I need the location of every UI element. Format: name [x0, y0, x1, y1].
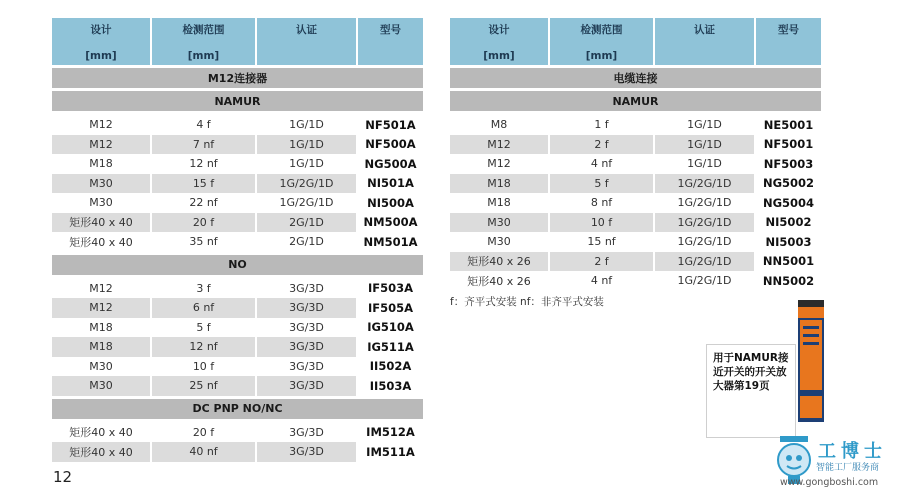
model-cell: II502A	[358, 357, 423, 377]
group-title: NAMUR	[52, 91, 423, 111]
switch-amplifier-device-image	[796, 300, 826, 425]
column-unit: [mm]	[85, 50, 117, 62]
certification-cell: 1G/2G/1D	[257, 174, 356, 194]
design-cell: M18	[450, 193, 548, 213]
range-cell: 4 nf	[550, 271, 653, 291]
column-title: 认证	[694, 24, 715, 36]
design-cell: M8	[450, 115, 548, 135]
certification-cell: 1G/2G/1D	[655, 232, 754, 252]
design-cell: M30	[52, 357, 150, 377]
design-cell: 矩形40 x 40	[52, 213, 150, 233]
table-row	[52, 193, 423, 213]
column-header	[756, 18, 821, 65]
table-row	[52, 115, 423, 135]
certification-cell: 1G/2G/1D	[655, 213, 754, 233]
range-cell: 5 f	[550, 174, 653, 194]
page-number: 12	[53, 468, 73, 486]
model-cell: NN5001	[756, 252, 821, 272]
model-cell: NM501A	[358, 232, 423, 252]
model-cell: NI5003	[756, 232, 821, 252]
table-row	[52, 337, 423, 357]
design-cell: 矩形40 x 26	[450, 271, 548, 291]
range-cell: 22 nf	[152, 193, 255, 213]
column-unit: [mm]	[483, 50, 515, 62]
table-row	[52, 423, 423, 443]
table-row	[52, 213, 423, 233]
table-row	[450, 213, 821, 233]
group-rows	[52, 423, 423, 462]
certification-cell: 1G/1D	[655, 115, 754, 135]
range-cell: 12 nf	[152, 154, 255, 174]
model-cell: IM512A	[358, 423, 423, 443]
design-cell: 矩形40 x 40	[52, 442, 150, 462]
certification-cell: 1G/1D	[257, 135, 356, 155]
design-cell: M18	[52, 154, 150, 174]
range-cell: 10 f	[152, 357, 255, 377]
range-cell: 4 f	[152, 115, 255, 135]
model-cell: NG5004	[756, 193, 821, 213]
table-row	[450, 193, 821, 213]
range-cell: 12 nf	[152, 337, 255, 357]
model-cell: NF5001	[756, 135, 821, 155]
column-header	[152, 18, 255, 65]
table-row	[450, 174, 821, 194]
design-cell: M30	[52, 193, 150, 213]
model-cell: II503A	[358, 376, 423, 396]
design-cell: M30	[450, 213, 548, 233]
table-row	[52, 232, 423, 252]
group-title: DC PNP NO/NC	[52, 399, 423, 419]
mounting-note: f：齐平式安装 nf：非齐平式安装	[450, 296, 604, 308]
table-row	[450, 154, 821, 174]
column-header	[655, 18, 754, 65]
certification-cell: 3G/3D	[257, 318, 356, 338]
range-cell: 35 nf	[152, 232, 255, 252]
table-row	[450, 232, 821, 252]
certification-cell: 1G/1D	[257, 154, 356, 174]
range-cell: 3 f	[152, 279, 255, 299]
certification-cell: 1G/2G/1D	[655, 252, 754, 272]
certification-cell: 3G/3D	[257, 298, 356, 318]
model-cell: NF5003	[756, 154, 821, 174]
table-row	[52, 357, 423, 377]
certification-cell: 1G/1D	[655, 135, 754, 155]
table-row	[52, 279, 423, 299]
range-cell: 7 nf	[152, 135, 255, 155]
model-cell: IF503A	[358, 279, 423, 299]
certification-cell: 3G/3D	[257, 376, 356, 396]
design-cell: M12	[52, 279, 150, 299]
certification-cell: 1G/2G/1D	[257, 193, 356, 213]
range-cell: 20 f	[152, 423, 255, 443]
column-title: 检测范围	[580, 24, 623, 36]
table-row	[52, 376, 423, 396]
table-row	[52, 318, 423, 338]
design-cell: M12	[450, 154, 548, 174]
table-header	[52, 18, 423, 65]
column-header	[257, 18, 356, 65]
group-title: NAMUR	[450, 91, 821, 111]
model-cell: NI501A	[358, 174, 423, 194]
table-row	[52, 135, 423, 155]
model-cell: NN5002	[756, 271, 821, 291]
group-rows	[450, 115, 821, 291]
design-cell: 矩形40 x 40	[52, 232, 150, 252]
group-title: NO	[52, 255, 423, 275]
range-cell: 1 f	[550, 115, 653, 135]
certification-cell: 1G/1D	[655, 154, 754, 174]
table-row	[450, 115, 821, 135]
table-row	[52, 298, 423, 318]
connection-section-title: M12连接器	[52, 68, 423, 88]
table-row	[450, 135, 821, 155]
column-unit: [mm]	[187, 50, 220, 62]
certification-cell: 3G/3D	[257, 279, 356, 299]
table-row	[52, 174, 423, 194]
column-header	[450, 18, 548, 65]
range-cell: 10 f	[550, 213, 653, 233]
design-cell: M12	[52, 298, 150, 318]
range-cell: 25 nf	[152, 376, 255, 396]
column-title: 型号	[778, 24, 799, 36]
column-header	[52, 18, 150, 65]
table-row	[52, 442, 423, 462]
column-title: 设计	[488, 24, 510, 36]
watermark-title: 工博士	[818, 441, 887, 462]
model-cell: NE5001	[756, 115, 821, 135]
model-cell: IG511A	[358, 337, 423, 357]
watermark-subtitle: 智能工厂服务商	[816, 463, 880, 473]
model-cell: NF501A	[358, 115, 423, 135]
design-cell: M12	[52, 115, 150, 135]
table-row	[52, 154, 423, 174]
design-cell: 矩形40 x 26	[450, 252, 548, 272]
range-cell: 5 f	[152, 318, 255, 338]
design-cell: M12	[450, 135, 548, 155]
column-title: 认证	[296, 24, 317, 36]
range-cell: 20 f	[152, 213, 255, 233]
certification-cell: 1G/2G/1D	[655, 193, 754, 213]
column-title: 设计	[90, 24, 112, 36]
range-cell: 15 nf	[550, 232, 653, 252]
model-cell: NM500A	[358, 213, 423, 233]
model-cell: NF500A	[358, 135, 423, 155]
design-cell: M18	[450, 174, 548, 194]
model-cell: IM511A	[358, 442, 423, 462]
column-unit: [mm]	[585, 50, 618, 62]
certification-cell: 3G/3D	[257, 357, 356, 377]
design-cell: M18	[52, 318, 150, 338]
column-title: 检测范围	[182, 24, 225, 36]
certification-cell: 1G/2G/1D	[655, 174, 754, 194]
certification-cell: 1G/1D	[257, 115, 356, 135]
design-cell: 矩形40 x 40	[52, 423, 150, 443]
certification-cell: 3G/3D	[257, 442, 356, 462]
design-cell: M30	[450, 232, 548, 252]
model-cell: NI500A	[358, 193, 423, 213]
watermark-url: www.gongboshi.com	[780, 477, 879, 488]
design-cell: M30	[52, 376, 150, 396]
range-cell: 15 f	[152, 174, 255, 194]
table-row	[450, 271, 821, 291]
table-header	[450, 18, 821, 65]
model-cell: NI5002	[756, 213, 821, 233]
group-rows	[52, 279, 423, 396]
range-cell: 8 nf	[550, 193, 653, 213]
table-row	[450, 252, 821, 272]
design-cell: M12	[52, 135, 150, 155]
range-cell: 2 f	[550, 252, 653, 272]
certification-cell: 3G/3D	[257, 337, 356, 357]
right-product-table	[450, 18, 821, 291]
certification-cell: 2G/1D	[257, 232, 356, 252]
column-title: 型号	[380, 24, 401, 36]
design-cell: M18	[52, 337, 150, 357]
amplifier-callout: 用于NAMUR接近开关的开关放大器第19页	[706, 344, 796, 438]
model-cell: NG500A	[358, 154, 423, 174]
column-header	[358, 18, 423, 65]
certification-cell: 2G/1D	[257, 213, 356, 233]
group-rows	[52, 115, 423, 252]
range-cell: 2 f	[550, 135, 653, 155]
left-product-table	[52, 18, 423, 462]
model-cell: IF505A	[358, 298, 423, 318]
column-header	[550, 18, 653, 65]
certification-cell: 3G/3D	[257, 423, 356, 443]
range-cell: 6 nf	[152, 298, 255, 318]
connection-section-title: 电缆连接	[450, 68, 821, 88]
model-cell: NG5002	[756, 174, 821, 194]
range-cell: 40 nf	[152, 442, 255, 462]
certification-cell: 1G/2G/1D	[655, 271, 754, 291]
design-cell: M30	[52, 174, 150, 194]
range-cell: 4 nf	[550, 154, 653, 174]
model-cell: IG510A	[358, 318, 423, 338]
